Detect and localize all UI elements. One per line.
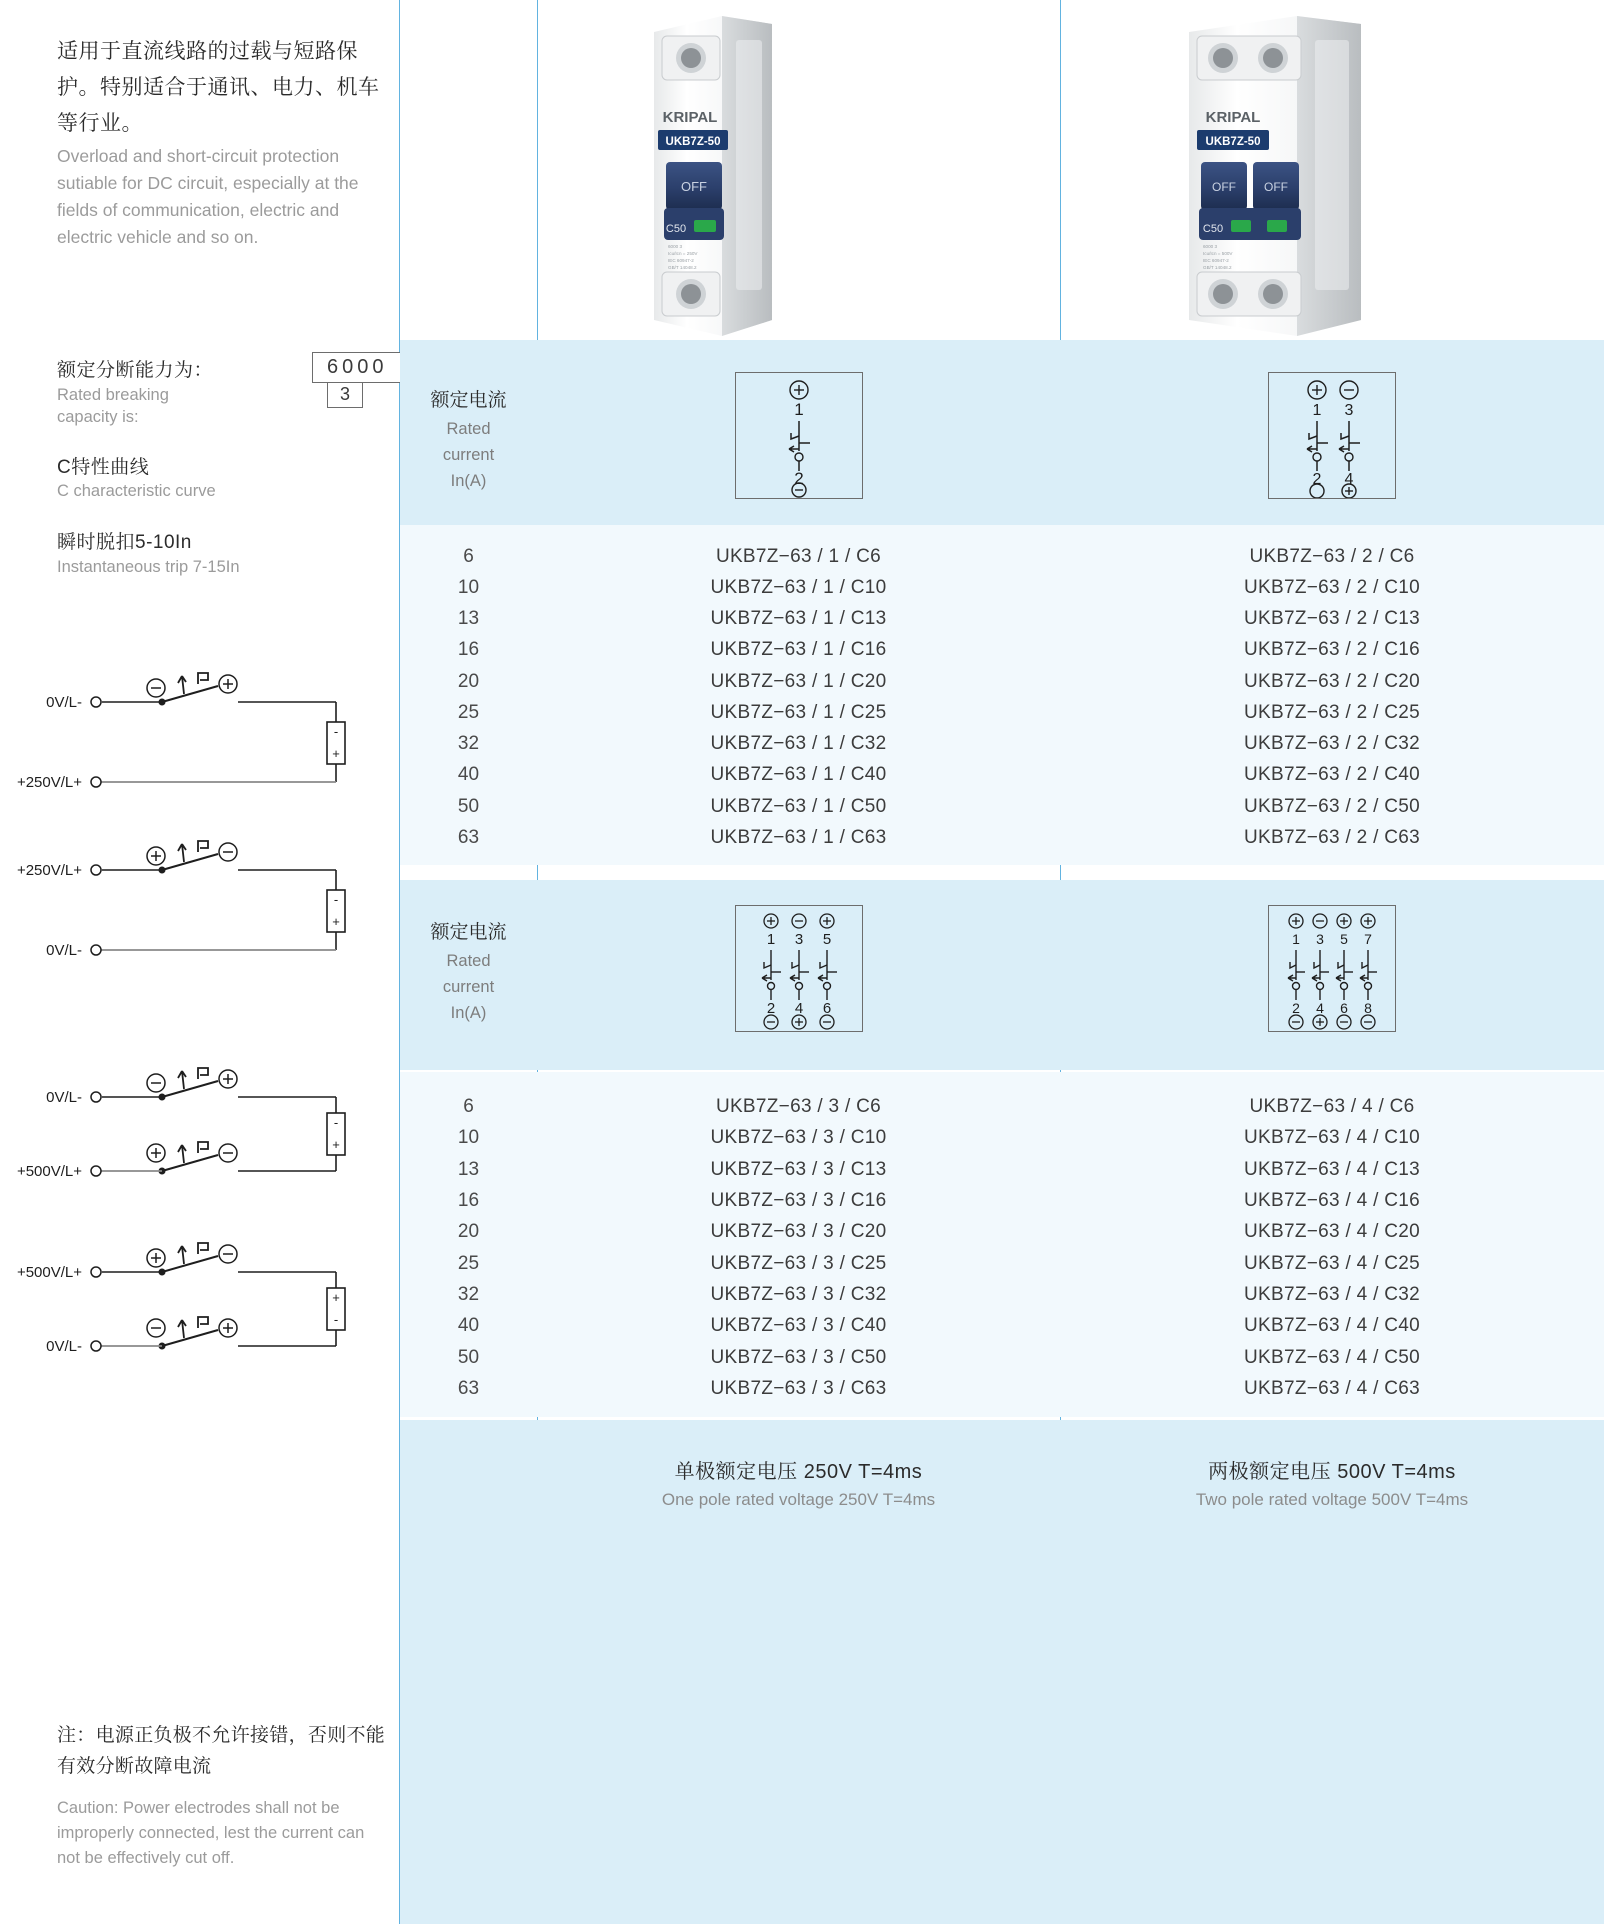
footer-left-cn: 单极额定电压 250V T=4ms bbox=[674, 1461, 923, 1483]
svg-text:6000 3: 6000 3 bbox=[668, 244, 683, 249]
svg-text:-: - bbox=[333, 1115, 339, 1130]
model-3pole: UKB7Z−63 / 3 / C10 bbox=[710, 1127, 887, 1148]
header-label-1-en-1: Rated bbox=[446, 420, 491, 438]
footer-left bbox=[537, 1455, 1060, 1510]
schem-4p-terminal-top-3: 5 bbox=[1340, 931, 1348, 947]
current-value: 50 bbox=[457, 796, 480, 817]
model-2pole: UKB7Z−63 / 2 / C32 bbox=[1244, 733, 1420, 754]
schem-3p-terminal-bottom-3: 6 bbox=[822, 1000, 831, 1017]
breaking-capacity-subvalue: 3 bbox=[327, 383, 363, 408]
current-value: 32 bbox=[457, 1284, 480, 1305]
svg-text:IEC 60947-2: IEC 60947-2 bbox=[1203, 258, 1229, 263]
model-4pole: UKB7Z−63 / 4 / C20 bbox=[1244, 1221, 1420, 1242]
model-2pole: UKB7Z−63 / 2 / C63 bbox=[1244, 827, 1420, 848]
current-value: 40 bbox=[457, 1315, 480, 1336]
schematic-cell-1pole bbox=[537, 372, 1060, 504]
header-label-2-en-2: current bbox=[442, 978, 495, 996]
svg-text:GB/T 14048.2: GB/T 14048.2 bbox=[668, 265, 697, 270]
schem-3p-terminal-bottom-2: 4 bbox=[794, 1000, 803, 1017]
current-value: 40 bbox=[457, 764, 480, 785]
wiring-diagram-1 bbox=[16, 660, 392, 791]
model-2pole: UKB7Z−63 / 2 / C25 bbox=[1244, 702, 1420, 723]
wiring-diagram-2 bbox=[16, 828, 392, 959]
svg-text:-: - bbox=[333, 1312, 339, 1327]
model-3pole: UKB7Z−63 / 3 / C6 bbox=[715, 1096, 882, 1117]
product-toggle-2pole-a: OFF bbox=[1212, 180, 1236, 194]
current-value: 50 bbox=[457, 1347, 480, 1368]
breaking-capacity-block bbox=[57, 358, 397, 577]
trip-label-en: Instantaneous trip 7-15In bbox=[57, 558, 240, 576]
model-2pole: UKB7Z−63 / 2 / C6 bbox=[1249, 546, 1415, 567]
current-value: 13 bbox=[457, 608, 480, 629]
schem-2p-terminal-bottom-2: 4 bbox=[1344, 471, 1354, 488]
model-4pole: UKB7Z−63 / 4 / C10 bbox=[1244, 1127, 1420, 1148]
model-2pole: UKB7Z−63 / 2 / C50 bbox=[1244, 796, 1420, 817]
wiring-diagram-4 bbox=[16, 1230, 392, 1370]
header-label-2-cn: 额定电流 bbox=[430, 922, 507, 943]
model-2pole: UKB7Z−63 / 2 / C20 bbox=[1244, 671, 1420, 692]
schem-4p-terminal-top-1: 1 bbox=[1292, 931, 1300, 947]
breaking-capacity-label-cn: 额定分断能力为： bbox=[57, 360, 214, 381]
wiring-label-2-bottom: 0V/L- bbox=[46, 942, 82, 959]
svg-text:Icu/Icn = 500V: Icu/Icn = 500V bbox=[1203, 251, 1233, 256]
wiring-label-1-top: 0V/L- bbox=[46, 694, 82, 711]
model-1pole: UKB7Z−63 / 1 / C10 bbox=[710, 577, 887, 598]
model-4pole: UKB7Z−63 / 4 / C50 bbox=[1244, 1347, 1420, 1368]
header-label-1 bbox=[400, 388, 537, 494]
intro-text-en: Overload and short-circuit protection sutiable for DC circuit, especially at the fields of communication, electric and electric vehicle and so on. bbox=[57, 146, 359, 247]
schem-4p-terminal-bottom-1: 2 bbox=[1292, 1000, 1300, 1016]
model-1pole: UKB7Z−63 / 1 / C63 bbox=[710, 827, 887, 848]
current-value: 25 bbox=[457, 702, 480, 723]
schem-3p-terminal-top-2: 3 bbox=[794, 931, 803, 948]
model-3pole: UKB7Z−63 / 3 / C40 bbox=[710, 1315, 887, 1336]
schem-2p-terminal-top-1: 1 bbox=[1312, 402, 1322, 419]
model-1pole: UKB7Z−63 / 1 / C25 bbox=[710, 702, 887, 723]
model-4pole: UKB7Z−63 / 4 / C6 bbox=[1249, 1096, 1415, 1117]
schem-2p-terminal-top-2: 3 bbox=[1344, 402, 1354, 419]
current-value: 10 bbox=[457, 577, 480, 598]
curve-label-cn: C特性曲线 bbox=[57, 457, 150, 478]
schem-4p-terminal-top-2: 3 bbox=[1316, 931, 1324, 947]
current-value: 25 bbox=[457, 1253, 480, 1274]
model-3pole: UKB7Z−63 / 3 / C63 bbox=[710, 1378, 887, 1399]
product-badge-2pole: UKB7Z-50 bbox=[1205, 136, 1261, 148]
header-label-2-en-3: In(A) bbox=[450, 1004, 487, 1022]
model-4pole: UKB7Z−63 / 4 / C13 bbox=[1244, 1159, 1420, 1180]
model-4pole: UKB7Z−63 / 4 / C25 bbox=[1244, 1253, 1420, 1274]
current-value: 16 bbox=[457, 1190, 480, 1211]
wiring-label-4-bottom: 0V/L- bbox=[46, 1338, 82, 1355]
model-1pole: UKB7Z−63 / 1 / C50 bbox=[710, 796, 887, 817]
schem-1p-terminal-top: 1 bbox=[793, 400, 804, 419]
schem-3p-terminal-top-1: 1 bbox=[766, 931, 775, 948]
schem-4p-terminal-bottom-2: 4 bbox=[1316, 1000, 1324, 1016]
current-value: 20 bbox=[457, 671, 480, 692]
schem-4p-terminal-bottom-3: 6 bbox=[1340, 1000, 1348, 1016]
current-value: 63 bbox=[457, 1378, 480, 1399]
schematic-cell-4pole bbox=[1060, 905, 1604, 1037]
svg-text:+: + bbox=[332, 1137, 340, 1152]
model-4pole: UKB7Z−63 / 4 / C40 bbox=[1244, 1315, 1420, 1336]
wiring-label-1-bottom: +250V/L+ bbox=[16, 774, 82, 791]
caution-note-cn: 注：电源正负极不允许接错，否则不能有效分断故障电流 bbox=[57, 1725, 386, 1777]
model-3pole: UKB7Z−63 / 3 / C20 bbox=[710, 1221, 887, 1242]
model-1pole: UKB7Z−63 / 1 / C40 bbox=[710, 764, 887, 785]
product-brand-1pole: KRIPAL bbox=[662, 109, 718, 126]
schem-4p-terminal-bottom-4: 8 bbox=[1364, 1000, 1372, 1016]
schem-4p-terminal-top-4: 7 bbox=[1364, 931, 1372, 947]
model-3pole: UKB7Z−63 / 3 / C13 bbox=[710, 1159, 887, 1180]
svg-text:GB/T 14048.2: GB/T 14048.2 bbox=[1203, 265, 1232, 270]
current-value: 6 bbox=[463, 546, 474, 567]
model-1pole: UKB7Z−63 / 1 / C6 bbox=[715, 546, 882, 567]
model-2pole: UKB7Z−63 / 2 / C10 bbox=[1244, 577, 1420, 598]
header-label-2 bbox=[400, 920, 537, 1026]
product-toggle-1pole: OFF bbox=[681, 179, 707, 194]
footer-right-cn: 两极额定电压 500V T=4ms bbox=[1208, 1461, 1456, 1483]
product-rating-1pole: C50 bbox=[665, 223, 687, 235]
product-badge-1pole: UKB7Z-50 bbox=[665, 136, 721, 148]
footer-right-en: Two pole rated voltage 500V T=4ms bbox=[1195, 1490, 1469, 1509]
wiring-label-3-bottom: +500V/L+ bbox=[16, 1163, 82, 1180]
wiring-label-4-top: +500V/L+ bbox=[16, 1264, 82, 1281]
svg-text:-: - bbox=[333, 724, 339, 739]
curve-label-en: C characteristic curve bbox=[57, 482, 216, 500]
model-3pole: UKB7Z−63 / 3 / C16 bbox=[710, 1190, 887, 1211]
current-value: 20 bbox=[457, 1221, 480, 1242]
breaking-capacity-value-group bbox=[312, 352, 403, 408]
breaking-capacity-label-en-1: Rated breaking bbox=[57, 386, 169, 404]
svg-text:+: + bbox=[332, 746, 340, 761]
caution-note-en: Caution: Power electrodes shall not be improperly connected, lest the current can not be effectively cut off. bbox=[57, 1799, 365, 1867]
model-2pole: UKB7Z−63 / 2 / C16 bbox=[1244, 639, 1420, 660]
specification-table bbox=[400, 0, 1604, 1924]
svg-text:+: + bbox=[332, 1290, 340, 1305]
model-1pole: UKB7Z−63 / 1 / C16 bbox=[710, 639, 887, 660]
svg-text:Icu/Icn = 250V: Icu/Icn = 250V bbox=[668, 251, 698, 256]
schem-3p-terminal-top-3: 5 bbox=[822, 931, 831, 948]
current-value: 13 bbox=[457, 1159, 480, 1180]
svg-text:6000 3: 6000 3 bbox=[1203, 244, 1218, 249]
svg-text:-: - bbox=[333, 892, 339, 907]
model-1pole: UKB7Z−63 / 1 / C32 bbox=[710, 733, 887, 754]
current-value: 32 bbox=[457, 733, 480, 754]
schematic-cell-3pole bbox=[537, 905, 1060, 1037]
model-1pole: UKB7Z−63 / 1 / C13 bbox=[710, 608, 887, 629]
schem-2p-terminal-bottom-1: 2 bbox=[1312, 471, 1322, 488]
current-value: 63 bbox=[457, 827, 480, 848]
intro-text-cn: 适用于直流线路的过载与短路保护。特别适合于通讯、电力、机车等行业。 bbox=[57, 40, 380, 135]
left-info-column bbox=[0, 0, 399, 1924]
header-label-1-en-2: current bbox=[442, 446, 495, 464]
wiring-label-2-top: +250V/L+ bbox=[16, 862, 82, 879]
model-2pole: UKB7Z−63 / 2 / C40 bbox=[1244, 764, 1420, 785]
schem-1p-terminal-bottom: 2 bbox=[793, 469, 804, 488]
current-value: 16 bbox=[457, 639, 480, 660]
model-3pole: UKB7Z−63 / 3 / C32 bbox=[710, 1284, 887, 1305]
breaking-capacity-value: 6000 bbox=[312, 352, 403, 383]
model-4pole: UKB7Z−63 / 4 / C16 bbox=[1244, 1190, 1420, 1211]
model-1pole: UKB7Z−63 / 1 / C20 bbox=[710, 671, 887, 692]
svg-text:+: + bbox=[332, 914, 340, 929]
product-rating-2pole: C50 bbox=[1202, 223, 1224, 235]
header-label-1-en-3: In(A) bbox=[450, 472, 487, 490]
model-4pole: UKB7Z−63 / 4 / C63 bbox=[1244, 1378, 1420, 1399]
footer-left-en: One pole rated voltage 250V T=4ms bbox=[661, 1490, 936, 1509]
footer-right bbox=[1060, 1455, 1604, 1510]
wiring-diagram-3 bbox=[16, 1055, 392, 1195]
product-brand-2pole: KRIPAL bbox=[1205, 109, 1261, 126]
current-value: 10 bbox=[457, 1127, 480, 1148]
model-2pole: UKB7Z−63 / 2 / C13 bbox=[1244, 608, 1420, 629]
breaking-capacity-label-en-2: capacity is: bbox=[57, 408, 139, 426]
product-toggle-2pole-b: OFF bbox=[1264, 180, 1288, 194]
schematic-cell-2pole bbox=[1060, 372, 1604, 504]
trip-label-cn: 瞬时脱扣5-10In bbox=[57, 532, 192, 553]
model-3pole: UKB7Z−63 / 3 / C25 bbox=[710, 1253, 887, 1274]
current-value: 6 bbox=[463, 1096, 474, 1117]
model-3pole: UKB7Z−63 / 3 / C50 bbox=[710, 1347, 887, 1368]
schem-3p-terminal-bottom-1: 2 bbox=[766, 1000, 775, 1017]
header-label-1-cn: 额定电流 bbox=[430, 390, 507, 411]
caution-note bbox=[57, 1720, 387, 1871]
model-4pole: UKB7Z−63 / 4 / C32 bbox=[1244, 1284, 1420, 1305]
header-label-2-en-1: Rated bbox=[446, 952, 491, 970]
wiring-label-3-top: 0V/L- bbox=[46, 1089, 82, 1106]
svg-text:IEC 60947-2: IEC 60947-2 bbox=[668, 258, 694, 263]
